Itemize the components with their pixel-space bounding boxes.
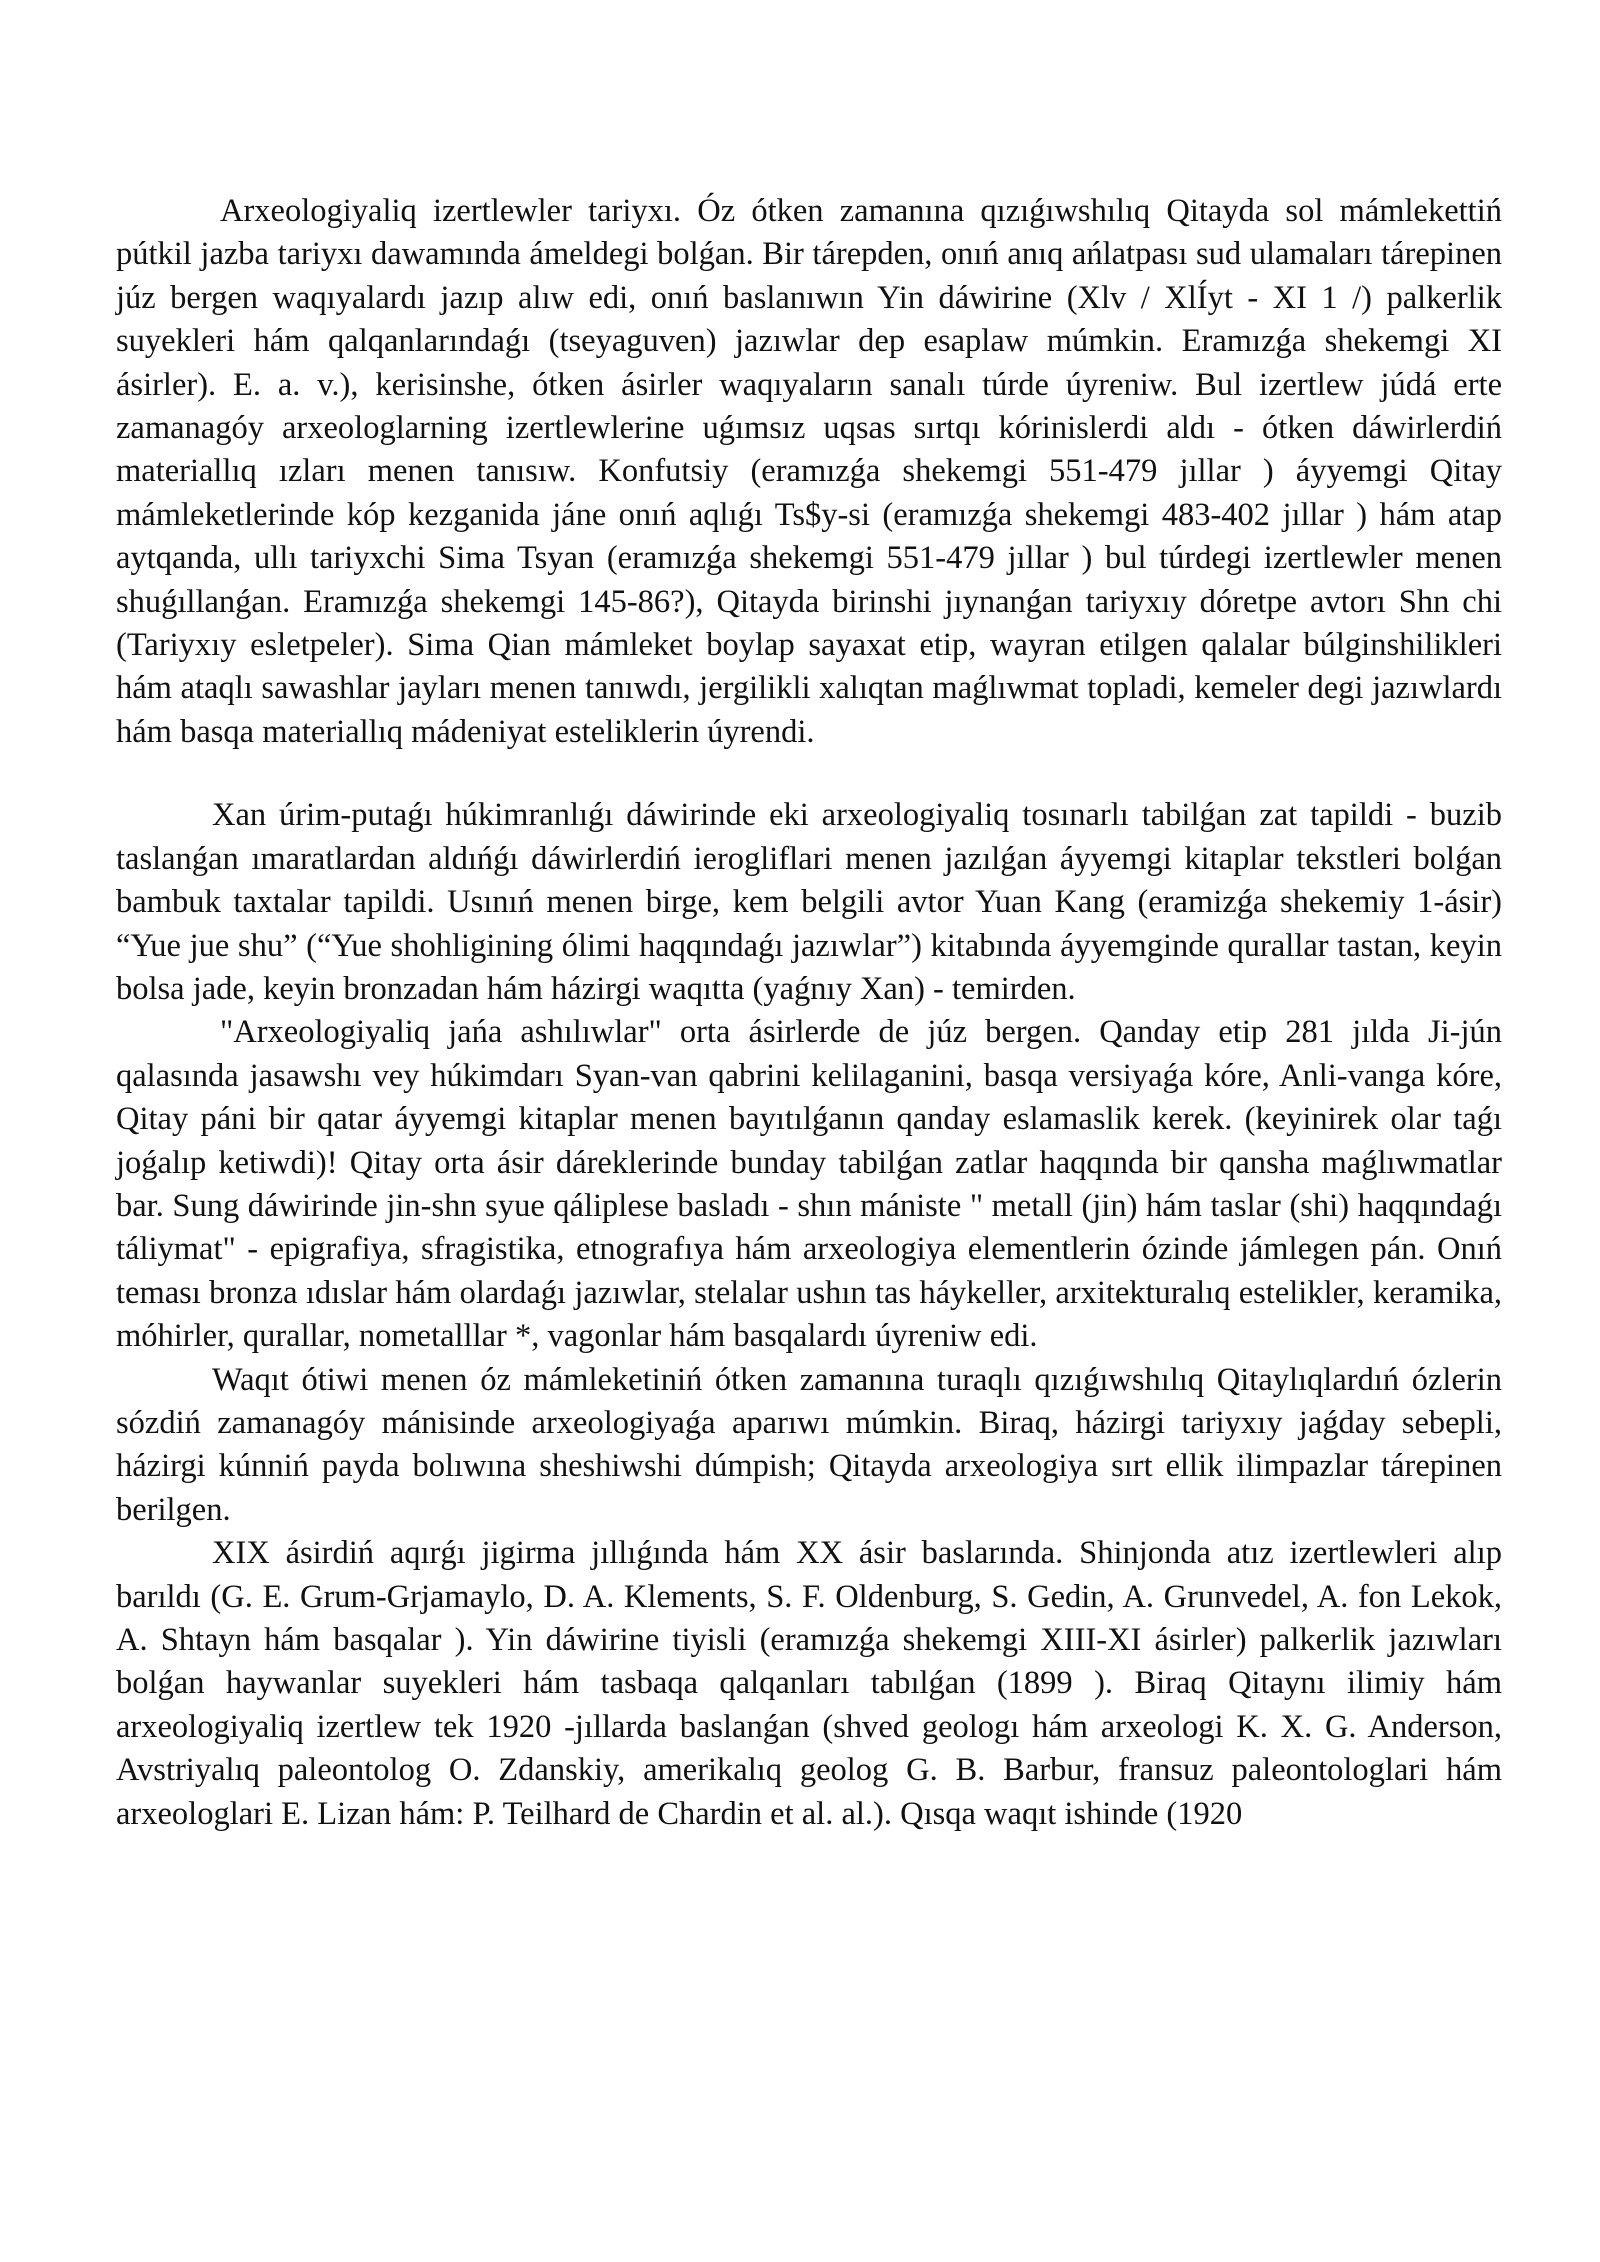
paragraph-2: Xan úrim-putaǵı húkimranlıǵı dáwirinde eki arxeologiyaliq tosınarlı tabilǵan zat tapildi - buzib taslanǵan ımaratlardan aldıńǵı dáwirlerdiń ierogliflari menen jazılǵan áyyemgi kitaplar tekstleri bolǵan bambuk taxtalar tapildi. Usınıń menen birge, kem belgili avtor Yuan Kang (eramizǵa shekemiy 1-ásir) “Yue jue shu” (“Yue shohligining ólimi haqqındaǵı jazıwlar”) kitabında áyyemginde qurallar tastan, keyin bolsa jade, keyin bronzadan hám házirgi waqıtta (yaǵnıy Xan) - temirden. [116, 797, 1502, 1007]
document-page [116, 190, 1502, 1836]
paragraph-5: XIX ásirdiń aqırǵı jigirma jıllıǵında hám XX ásir baslarında. Shinjonda atız izertlewleri alıp barıldı (G. E. Grum-Grjamaylo, D. A. Klements, S. F. Oldenburg, S. Gedin, A. Grunvedel, A. fon Lekok, A. Shtayn hám basqalar ). Yin dáwirine tiyisli (eramızǵa shekemgi XIII-XI ásirler) palkerlik jazıwları bolǵan haywanlar suyekleri hám tasbaqa qalqanları tabılǵan (1899 ). Biraq Qitaynı ilimiy hám arxeologiyaliq izertlew tek 1920 -jıllarda baslanǵan (shved geologı hám arxeologi K. X. G. Anderson, Avstriyalıq paleontolog O. Zdanskiy, amerikalıq geolog G. B. Barbur, fransuz paleontologlari hám arxeologlari E. Lizan hám: P. Teilhard de Chardin et al. al.). Qısqa waqıt ishinde (1920 [116, 1535, 1502, 1832]
paragraph-4: Waqıt ótiwi menen óz mámleketiniń ótken zamanına turaqlı qızıǵıwshılıq Qitaylıqlardıń ózlerin sózdiń zamanagóy mánisinde arxeologiyaǵa aparıwı múmkin. Biraq, házirgi tariyxıy jaǵday sebepli, házirgi kúnniń payda bolıwına sheshiwshi dúmpish; Qitayda arxeologiya sırt ellik ilimpazlar tárepinen berilgen. [116, 1361, 1502, 1528]
paragraph-gap [116, 754, 1502, 794]
paragraph-3: "Arxeologiyaliq jańa ashılıwlar" orta ásirlerde de júz bergen. Qanday etip 281 jılda Ji-jún qalasında jasawshı vey húkimdarı Syan-van qabrini kelilaganini, basqa versiyaǵa kóre, Anli-vanga kóre, Qitay páni bir qatar áyyemgi kitaplar menen bayıtılǵanın qanday eslamaslik kerek. (keyinirek olar taǵı joǵalıp ketiwdi)! Qitay orta ásir dáreklerinde bunday tabilǵan zatlar haqqında bir qansha maǵlıwmatlar bar. Sung dáwirinde jin-shn syue qáliplese basladı - shın mániste " metall (jin) hám taslar (shi) haqqındaǵı táliymat" - epigrafiya, sfragistika, etnografıya hám arxeologiya elementlerin ózinde jámlegen pán. Onıń teması bronza ıdıslar hám olardaǵı jazıwlar, stelalar ushın tas háykeller, arxitekturalıq estelikler, keramika, móhirler, qurallar, nometalllar *, vagonlar hám basqalardı úyreniw edi. [116, 1014, 1502, 1355]
paragraph-1: Arxeologiyaliq izertlewler tariyxı. Óz ótken zamanına qızıǵıwshılıq Qitayda sol mámlekettiń pútkil jazba tariyxı dawamında ámeldegi bolǵan. Bir tárepden, onıń anıq ańlatpası sud ulamaları tárepinen júz bergen waqıyalardı jazıp alıw edi, onıń baslanıwın Yin dáwirine (Xlv / XlÍyt - XI 1 /) palkerlik suyekleri hám qalqanlarındaǵı (tseyaguven) jazıwlar dep esaplaw múmkin. Eramızǵa shekemgi XI ásirler). E. a. v.), kerisinshe, ótken ásirler waqıyaların sanalı túrde úyreniw. Bul izertlew júdá erte zamanagóy arxeologlarning izertlewlerine uǵımsız uqsas sırtqı kórinislerdi aldı - ótken dáwirlerdiń materiallıq ızları menen tanısıw. Konfutsiy (eramızǵa shekemgi 551-479 jıllar ) áyyemgi Qitay mámleketlerinde kóp kezganida jáne onıń aqlıǵı Ts$y-si (eramızǵa shekemgi 483-402 jıllar ) hám atap aytqanda, ullı tariyxchi Sima Tsyan (eramızǵa shekemgi 551-479 jıllar ) bul túrdegi izertlewler menen shuǵıllanǵan. Eramızǵa shekemgi 145-86?), Qitayda birinshi jıynanǵan tariyxıy dóretpe avtorı Shn chi (Tariyxıy esletpeler). Sima Qian mámleket boylap sayaxat etip, wayran etilgen qalalar búlginshilikleri hám ataqlı sawashlar jayları menen tanıwdı, jergilikli xalıqtan maǵlıwmat topladi, kemeler degi jazıwlardı hám basqa materiallıq mádeniyat esteliklerin úyrendi. [116, 193, 1502, 750]
